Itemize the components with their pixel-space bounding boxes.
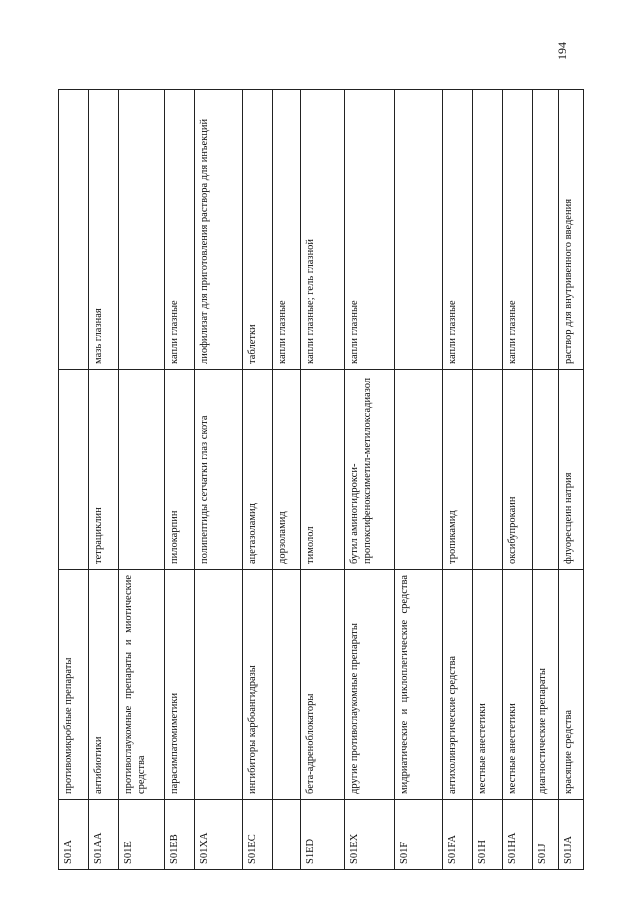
drug-name-cell (395, 370, 443, 570)
drug-name-cell: флуоресцеин натрия (559, 370, 584, 570)
drug-name-cell: пилокарпин (165, 370, 195, 570)
dosage-form-cell: капли глазные (443, 90, 473, 370)
atc-code-cell: S01JA (559, 800, 584, 870)
atc-code-cell: S01HA (503, 800, 533, 870)
table-row (59, 90, 89, 870)
group-cell: парасимпатомиметики (165, 570, 195, 800)
atc-code-cell: S01XA (195, 800, 243, 870)
dosage-form-cell: раствор для внутривенного введения (559, 90, 584, 370)
table-row (273, 90, 301, 870)
drug-name-cell (59, 370, 89, 570)
dosage-form-cell (395, 90, 443, 370)
drug-name-cell (473, 370, 503, 570)
table-row (503, 90, 533, 870)
dosage-form-cell (59, 90, 89, 370)
atc-code-cell: S01E (119, 800, 165, 870)
drug-name-cell: оксибупрокаин (503, 370, 533, 570)
dosage-form-cell (473, 90, 503, 370)
atc-code-cell (273, 800, 301, 870)
dosage-form-cell: капли глазные (165, 90, 195, 370)
atc-code-cell: S01AA (89, 800, 119, 870)
table-row (443, 90, 473, 870)
dosage-form-cell: лиофилизат для приготовления раствора для инъекций (195, 90, 243, 370)
atc-code-cell: S01EX (345, 800, 395, 870)
atc-code-cell: S01EC (243, 800, 273, 870)
table-row (301, 90, 345, 870)
table-row (165, 90, 195, 870)
dosage-form-cell: капли глазные (345, 90, 395, 370)
table-row (195, 90, 243, 870)
atc-code-cell: S01H (473, 800, 503, 870)
dosage-form-cell: капли глазные (273, 90, 301, 370)
group-cell: бета-адреноблокаторы (301, 570, 345, 800)
dosage-form-cell: таблетки (243, 90, 273, 370)
group-cell: диагностические препараты (533, 570, 559, 800)
drug-name-cell: ацетазоламид (243, 370, 273, 570)
drug-name-cell: тетрациклин (89, 370, 119, 570)
dosage-form-cell: капли глазные; гель глазной (301, 90, 345, 370)
table-row (89, 90, 119, 870)
atc-code-cell: S01FA (443, 800, 473, 870)
table-row (119, 90, 165, 870)
atc-code-cell: S01EB (165, 800, 195, 870)
table-row (243, 90, 273, 870)
atc-code-cell: S01J (533, 800, 559, 870)
drug-name-cell: полипептиды сетчатки глаз скота (195, 370, 243, 570)
drug-table-container (58, 90, 574, 870)
drug-name-cell: бутил аминогидрокси-пропоксифеноксиметил-метилоксадиазол (345, 370, 395, 570)
group-cell: местные анестетики (503, 570, 533, 800)
drug-name-cell: тимолол (301, 370, 345, 570)
dosage-form-cell: мазь глазная (89, 90, 119, 370)
group-cell: мидриатические и циклоплегические средства (395, 570, 443, 800)
group-cell: местные анестетики (473, 570, 503, 800)
drug-name-cell (533, 370, 559, 570)
drug-table (58, 89, 584, 870)
table-row (345, 90, 395, 870)
group-cell: противомикробные препараты (59, 570, 89, 800)
group-cell: антихолинэргические средства (443, 570, 473, 800)
atc-code-cell: S1ED (301, 800, 345, 870)
group-cell: ингибиторы карбоангидразы (243, 570, 273, 800)
atc-code-cell: S01A (59, 800, 89, 870)
drug-name-cell: дорзоламид (273, 370, 301, 570)
drug-name-cell (119, 370, 165, 570)
drug-name-cell: тропикамид (443, 370, 473, 570)
group-cell: антибиотики (89, 570, 119, 800)
group-cell (273, 570, 301, 800)
group-cell: красящие средства (559, 570, 584, 800)
group-cell: другие противоглаукомные препараты (345, 570, 395, 800)
dosage-form-cell (119, 90, 165, 370)
dosage-form-cell (533, 90, 559, 370)
atc-code-cell: S01F (395, 800, 443, 870)
table-row (559, 90, 584, 870)
table-row (395, 90, 443, 870)
page-number: 194 (555, 42, 569, 60)
table-row (473, 90, 503, 870)
table-row (533, 90, 559, 870)
group-cell: противоглаукомные препараты и миотические средства (119, 570, 165, 800)
group-cell (195, 570, 243, 800)
dosage-form-cell: капли глазные (503, 90, 533, 370)
